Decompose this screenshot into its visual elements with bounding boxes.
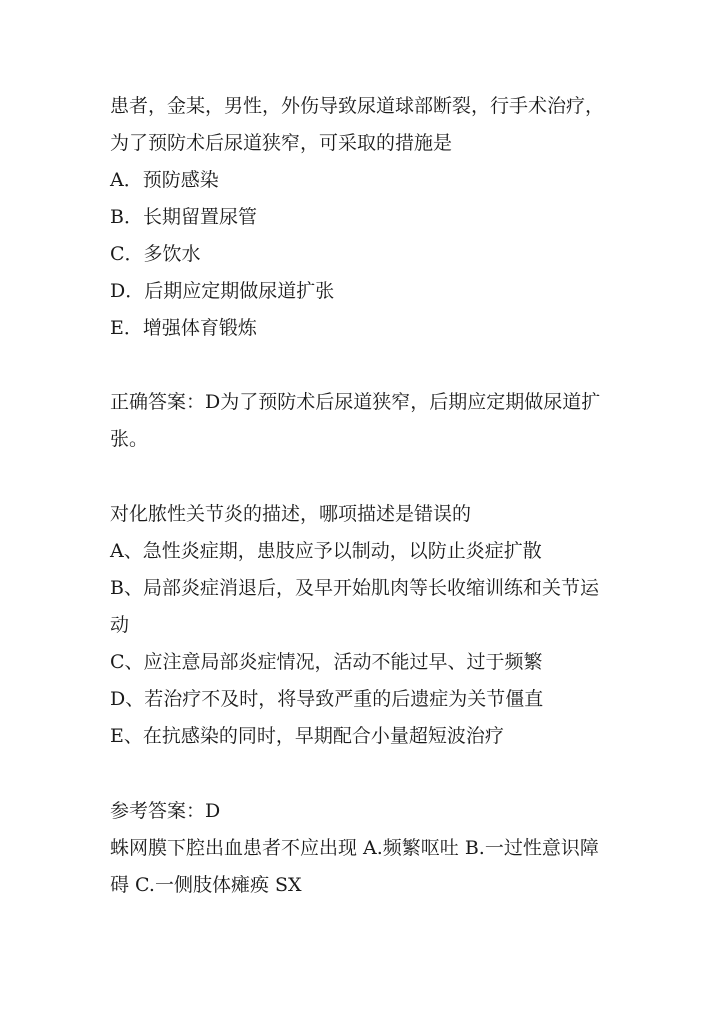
spacer	[110, 458, 630, 496]
question-2-stem: 对化脓性关节炎的描述，哪项描述是错误的	[110, 503, 472, 525]
question-2-option-b-line-2: 动	[110, 614, 130, 636]
spacer	[110, 755, 630, 793]
question-2-option-a: A、急性炎症期，患肢应予以制动，以防止炎症扩散	[110, 540, 542, 562]
spacer	[110, 347, 630, 384]
question-1-option-e: E．增强体育锻炼	[110, 317, 257, 339]
question-1-option-a: A．预防感染	[110, 169, 219, 191]
question-1-stem-line-1: 患者，金某，男性，外伤导致尿道球部断裂，行手术治疗，	[110, 95, 605, 117]
question-2-answer	[110, 793, 630, 830]
question-1-option-b: B．长期留置尿管	[110, 206, 257, 228]
question-1-option-c: C．多饮水	[110, 243, 201, 265]
question-2-option-d: D、若治疗不及时，将导致严重的后遗症为关节僵直	[110, 688, 544, 710]
question-1-answer-line-1: 正确答案：D为了预防术后尿道狭窄，后期应定期做尿道扩	[110, 391, 601, 413]
question-1-answer-line-2: 张。	[110, 428, 149, 450]
question-2-option-e: E、在抗感染的同时，早期配合小量超短波治疗	[110, 725, 504, 747]
question-1	[110, 88, 630, 347]
question-1-answer	[110, 384, 630, 458]
question-1-stem-line-2: 为了预防术后尿道狭窄，可采取的措施是	[110, 132, 453, 154]
document-page	[110, 88, 630, 904]
question-2-option-b-line-1: B、局部炎症消退后，及早开始肌肉等长收缩训练和关节运	[110, 577, 599, 599]
question-3-line-2: 碍 C.一侧肢体瘫痪 SX	[110, 874, 302, 896]
question-3	[110, 830, 630, 904]
question-3-line-1: 蛛网膜下腔出血患者不应出现 A.频繁呕吐 B.一过性意识障	[110, 837, 599, 859]
question-1-option-d: D．后期应定期做尿道扩张	[110, 280, 335, 302]
question-2	[110, 496, 630, 755]
question-2-answer-line: 参考答案：D	[110, 800, 221, 822]
question-2-option-c: C、应注意局部炎症情况，活动不能过早、过于频繁	[110, 651, 543, 673]
